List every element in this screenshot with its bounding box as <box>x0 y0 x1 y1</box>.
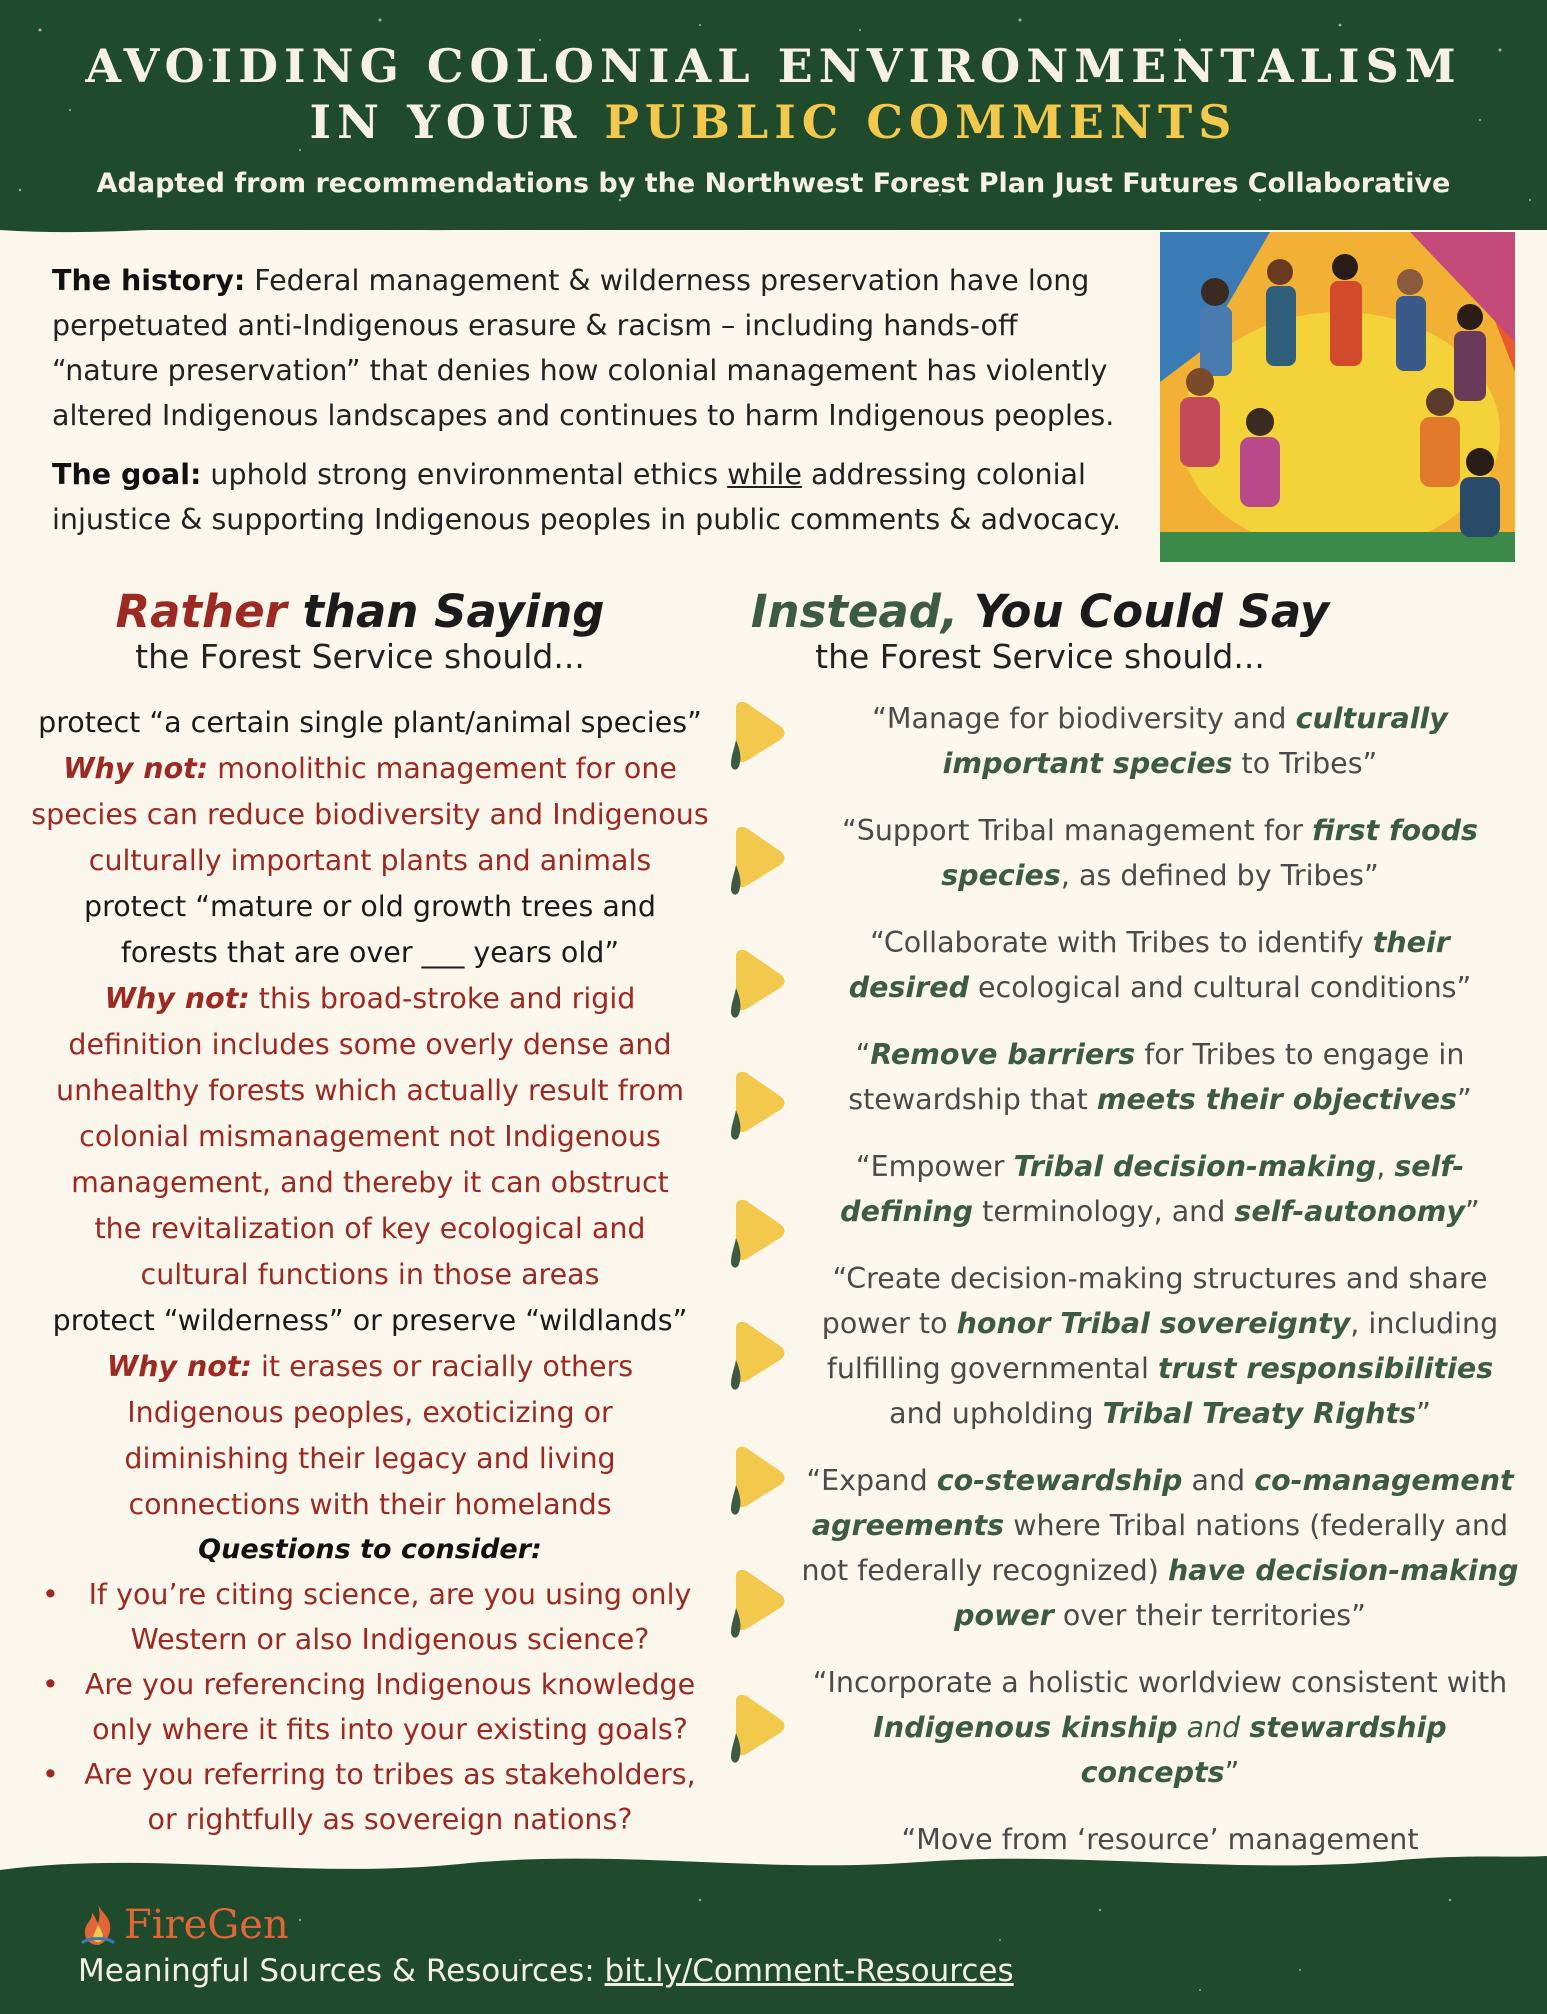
question-item: • Are you referencing Indigenous knowledge only where it fits into your existing goals? <box>30 1662 710 1752</box>
question-item: • If you’re citing science, are you using only Western or also Indigenous science? <box>30 1572 710 1662</box>
right-item-5 <box>800 1144 1520 1234</box>
title-line-2 <box>0 94 1547 150</box>
emphasis: meets their objectives <box>1096 1083 1457 1116</box>
questions-list <box>30 1572 710 1842</box>
arrow-icon <box>728 1693 788 1769</box>
emphasis: honor Tribal sovereignty <box>956 1307 1351 1340</box>
emphasis: have decision-making power <box>954 1554 1519 1632</box>
left-item-2-say: protect “mature or old growth trees and forests that are over ___ years old” <box>84 890 656 969</box>
text: to Tribes” <box>1232 747 1378 780</box>
text: “Collaborate with Tribes to identify <box>870 926 1373 959</box>
text: “ <box>855 1038 871 1071</box>
logo-text: FireGen <box>124 1902 289 1948</box>
right-item-2 <box>800 808 1520 898</box>
intro-section <box>52 258 1132 556</box>
left-item-3-why-text: it erases or racially others Indigenous peoples, exoticizing or diminishing their legacy and living connections with their homelands <box>124 1350 634 1521</box>
history-text: Federal management & wilderness preservation have long perpetuated anti-Indigenous erasure & racism – including hands-off “nature preservation” that denies how colonial management has violently altered Indigenous landscapes and continues to harm Indigenous peoples. <box>52 264 1115 432</box>
why-not-label: Why not: <box>104 982 250 1015</box>
arrow-icon <box>728 948 788 1024</box>
right-header-word2: You Could Say <box>958 585 1330 638</box>
right-item-1 <box>800 696 1520 786</box>
emphasis: culturally important species <box>942 702 1448 780</box>
why-not-label: Why not: <box>106 1350 252 1383</box>
text: and upholding <box>889 1397 1103 1430</box>
arrow-icon <box>728 1320 788 1396</box>
text: “Expand <box>806 1464 937 1497</box>
text: for Tribes to engage in stewardship that <box>848 1038 1465 1116</box>
title-line-2-start: IN YOUR <box>309 95 605 149</box>
arrow-icon <box>728 700 788 776</box>
page-title <box>0 38 1547 150</box>
resources-label: Meaningful Sources & Resources: <box>78 1953 605 1989</box>
emphasis: first foods species <box>941 814 1479 892</box>
right-item-6 <box>800 1256 1520 1436</box>
resources-line <box>78 1953 1014 1989</box>
text: ” <box>1465 1195 1480 1228</box>
right-header-sub: the Forest Service should... <box>815 637 1265 676</box>
text: ecological and cultural conditions” <box>968 971 1472 1004</box>
left-header-word2: than Saying <box>286 585 605 638</box>
arrow-icon <box>728 825 788 901</box>
emphasis: trust responsibilities <box>1157 1352 1494 1385</box>
text: “Support Tribal management for <box>841 814 1313 847</box>
goal-underline: while <box>727 458 802 491</box>
left-item-3-say: protect “wilderness” or preserve “wildlands” <box>52 1304 688 1337</box>
text: ” <box>1224 1756 1240 1789</box>
emphasis: co-stewardship <box>936 1464 1183 1497</box>
text: “Incorporate a holistic worldview consistent with <box>812 1666 1508 1699</box>
instead-column <box>800 696 1520 2014</box>
history-label: The history: <box>52 264 246 297</box>
italic-text: and <box>1177 1711 1250 1744</box>
goal-paragraph <box>52 452 1132 542</box>
text: where Tribal nations (federally and not federally recognized) <box>801 1509 1509 1587</box>
rather-than-column <box>30 700 710 1842</box>
text: ” <box>1416 1397 1431 1430</box>
goal-label: The goal: <box>52 458 202 491</box>
right-header-word1: Instead, <box>750 585 959 638</box>
flame-icon <box>78 1903 118 1947</box>
arrow-icon <box>728 1445 788 1521</box>
right-item-3 <box>800 920 1520 1010</box>
emphasis: stewardship concepts <box>1080 1711 1447 1789</box>
firegen-logo <box>78 1902 289 1948</box>
emphasis: self-defining <box>840 1150 1465 1228</box>
arrow-icon <box>728 1070 788 1146</box>
left-header-title <box>100 586 620 638</box>
text: terminology, and <box>973 1195 1235 1228</box>
text: and <box>1182 1464 1255 1497</box>
goal-text-2: addressing colonial injustice & supporting Indigenous peoples in public comments & advocacy. <box>52 458 1122 536</box>
left-header-word1: Rather <box>115 585 287 638</box>
left-header-sub: the Forest Service should... <box>135 637 585 676</box>
why-not-label: Why not: <box>63 752 209 785</box>
goal-text-1: uphold strong environmental ethics <box>201 458 728 491</box>
emphasis: co-management agreements <box>811 1464 1514 1542</box>
left-item-2-why-text: this broad-stroke and rigid definition includes some overly dense and unhealthy forests which actually result from colonial mismanagement not Indigenous management, and thereby it can obstruct the revitalization of key ecological and cultural functions in those areas <box>56 982 684 1291</box>
emphasis: Tribal Treaty Rights <box>1102 1397 1417 1430</box>
arrow-icon <box>728 1198 788 1274</box>
text: “Manage for biodiversity and <box>872 702 1296 735</box>
text: ” <box>1456 1083 1472 1116</box>
right-column-header <box>740 586 1340 676</box>
illustration <box>1160 232 1515 562</box>
title-accent: PUBLIC COMMENTS <box>604 95 1238 149</box>
left-item-1-why <box>30 746 710 884</box>
text: , as defined by Tribes” <box>1060 859 1379 892</box>
left-item-3-why <box>30 1344 710 1528</box>
right-item-4 <box>800 1032 1520 1122</box>
title-line-1: AVOIDING COLONIAL ENVIRONMENTALISM <box>85 39 1462 93</box>
text: “Move from ‘resource’ management <box>901 1823 1419 1856</box>
right-item-7 <box>800 1458 1520 1638</box>
history-paragraph <box>52 258 1132 438</box>
emphasis: self-autonomy <box>1234 1195 1466 1228</box>
right-header-title <box>740 586 1340 638</box>
left-item-2-why <box>30 976 710 1298</box>
right-item-8 <box>800 1660 1520 1795</box>
text: “Create decision-making structures and share power to <box>821 1262 1488 1340</box>
subtitle: Adapted from recommendations by the Northwest Forest Plan Just Futures Collaborative <box>96 168 1451 199</box>
emphasis: Tribal decision-making <box>1013 1150 1377 1183</box>
question-item: • Are you referring to tribes as stakeholders, or rightfully as sovereign nations? <box>30 1752 710 1842</box>
arrow-icon <box>728 1568 788 1644</box>
left-item-1-why-text: monolithic management for one species can reduce biodiversity and Indigenous culturally important plants and animals <box>31 752 709 877</box>
emphasis: Indigenous kinship <box>873 1711 1178 1744</box>
text: “Empower <box>855 1150 1014 1183</box>
text: , including fulfilling governmental <box>826 1307 1499 1385</box>
emphasis: their desired <box>848 926 1450 1004</box>
left-item-1-say: protect “a certain single plant/animal species” <box>38 706 702 739</box>
text: over their territories” <box>1053 1599 1366 1632</box>
questions-heading: Questions to consider: <box>198 1534 542 1565</box>
header-banner <box>0 0 1547 230</box>
emphasis: Remove barriers <box>870 1038 1136 1071</box>
text: , <box>1376 1150 1395 1183</box>
resources-link[interactable]: bit.ly/Comment-Resources <box>604 1953 1014 1989</box>
left-column-header <box>100 586 620 676</box>
